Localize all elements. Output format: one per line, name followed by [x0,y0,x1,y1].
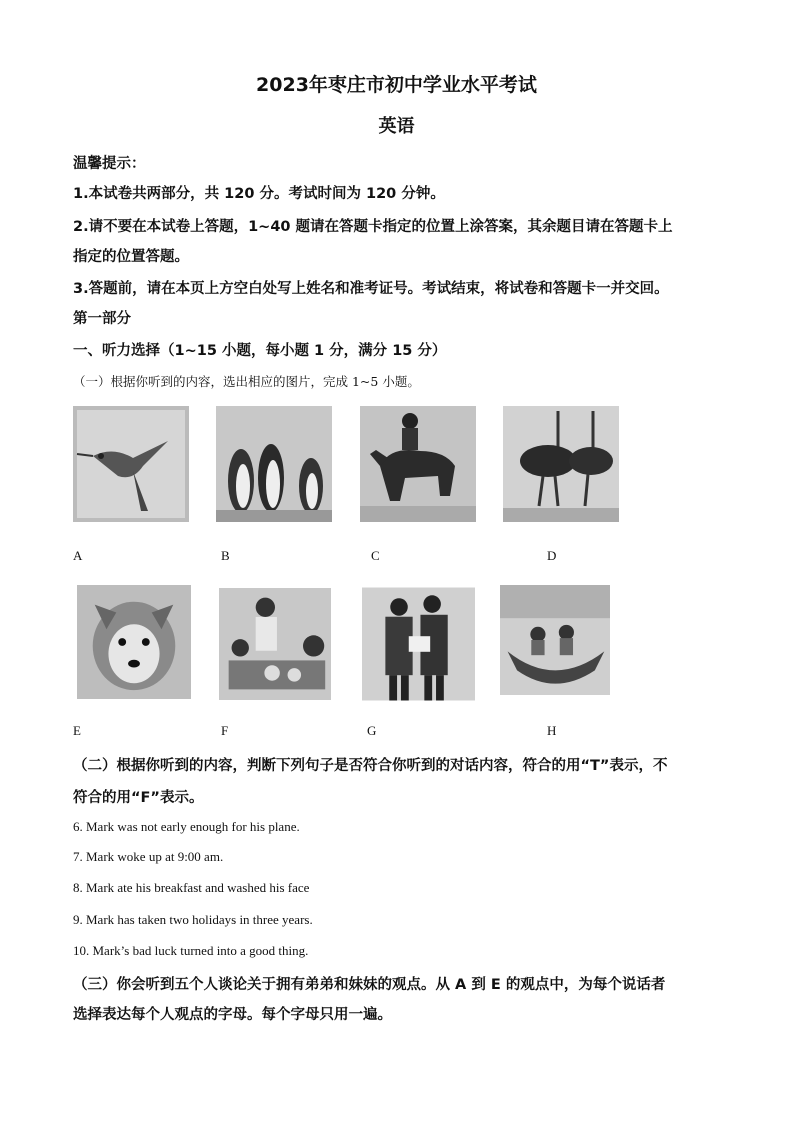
notice-item-3: 3.答题前，请在本页上方空白处写上姓名和准考证号。考试结束，将试卷和答题卡一并交回。 [73,281,669,297]
part-title: 第一部分 [73,311,131,327]
subsection-3-instruction-cont: 选择表达每个人观点的字母。每个字母只用一遍。 [73,1007,392,1023]
statement-7: 7. Mark woke up at 9:00 am. [73,849,224,864]
picture-label-d: D [547,548,557,563]
two-men-reading-image [362,587,475,701]
subsection-1-instruction: （一）根据你听到的内容，选出相应的图片，完成 1~5 小题。 [73,374,420,389]
dog-image [77,584,191,700]
subsection-3-instruction: （三）你会听到五个人谈论关于拥有弟弟和妹妹的观点。从 A 到 E 的观点中，为每个说话者 [73,977,666,993]
statement-10: 10. Mark’s bad luck turned into a good thing. [73,943,309,958]
notice-item-2: 2.请不要在本试卷上答题，1~40 题请在答题卡指定的位置上涂答案，其余题目请在答题卡上 [73,219,673,235]
boat-image [500,584,610,696]
notice-heading: 温馨提示： [73,156,146,172]
statement-9: 9. Mark has taken two holidays in three years. [73,912,313,927]
picture-label-a: A [73,548,83,563]
penguins-image [216,406,332,522]
picture-label-h: H [547,723,557,738]
exam-title: 2023年枣庄市初中学业水平考试 [256,74,537,96]
hummingbird-image [73,406,189,522]
picture-label-c: C [371,548,380,563]
notice-item-1: 1.本试卷共两部分，共 120 分。考试时间为 120 分钟。 [73,186,445,202]
statement-8: 8. Mark ate his breakfast and washed his face [73,880,310,895]
exam-subject: 英语 [378,116,415,137]
notice-item-2-cont: 指定的位置答题。 [73,249,189,265]
picture-label-f: F [221,723,229,738]
picture-label-b: B [221,548,230,563]
ostriches-image [503,406,619,522]
subsection-2-instruction-cont: 符合的用“F”表示。 [73,790,204,806]
family-dinner-image [219,588,331,700]
picture-label-e: E [73,723,81,738]
horse-rider-image [360,406,476,522]
picture-label-g: G [367,723,377,738]
section-title: 一、听力选择（1~15 小题，每小题 1 分，满分 15 分） [73,343,447,359]
subsection-2-instruction: （二）根据你听到的内容，判断下列句子是否符合你听到的对话内容，符合的用“T”表示，不 [73,758,668,774]
statement-6: 6. Mark was not early enough for his plane. [73,819,300,834]
